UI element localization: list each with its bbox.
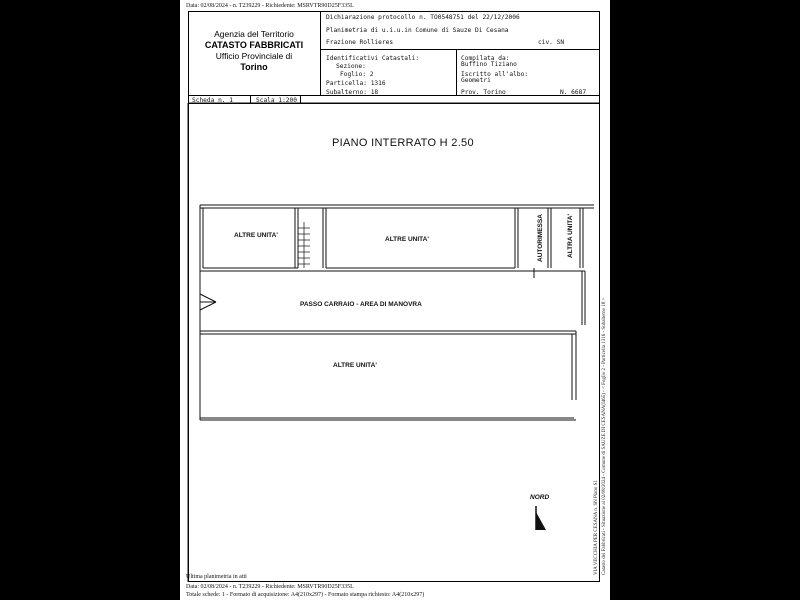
room-label-altre-unita-bottom: ALTRE UNITA' [333,362,377,369]
frazione-line: Frazione Rollieres [326,39,394,46]
compiler-name: Buffino Tiziano [461,61,517,68]
identifiers-title: Identificativi Catastali: [326,55,420,62]
foglio: Foglio: 2 [340,71,374,78]
plan-title: PIANO INTERRATO H 2.50 [332,137,474,149]
room-label-autorimessa: AUTORIMESSA [537,214,544,262]
side-address-line: VIA VECCHIA PER CESANA n. SN Piano S1 [594,480,599,575]
footer-request-line: Data: 02/08/2024 - n. T239229 - Richiedente: MSRVTR90D25F335L [186,584,354,590]
subalterno: Subalterno: 18 [326,89,379,96]
compiled-by-label: Compilata da: [461,55,510,62]
side-cadastral-line: Catasto dei Fabbricati - Situazione al 02/08/2024 - Comune di SAUZE DI CESANA(I465) - < Foglio 2 - Particella 1316 - Subalterno 18 > [602,297,607,575]
agency-name: Agenzia del Territorio [214,29,294,39]
room-label-altra-unita: ALTRA UNITA' [567,213,574,258]
register-value: Geometri [461,77,491,84]
scheda-number: Scheda n. 1 [192,97,233,104]
civic-number: civ. SN [538,39,565,46]
footer-last-plan: Ultima planimetria in atti [186,574,247,580]
particella: Particella: 1316 [326,80,386,87]
agency-office: Ufficio Provinciale di [215,51,293,61]
province: Prov. Torino [461,89,506,96]
north-label: NORD [530,494,550,501]
room-label-altre-unita-center: ALTRE UNITA' [385,236,429,243]
agency-catasto: CATASTO FABBRICATI [204,40,304,50]
footer-format-line: Totale schede: 1 - Formato di acquisizione: A4(210x297) - Formato stampa richiesto: A4(210x297) [186,592,425,598]
scale: Scala 1:200 [256,97,297,104]
planimetria-line: Planimetria di u.i.u.in Comune di Sauze Di Cesana [326,27,509,34]
floor-plan-drawing [180,0,610,600]
register-number: N. 6687 [560,89,587,96]
room-label-altre-unita-left: ALTRE UNITA' [234,232,278,239]
room-label-passo-carraio: PASSO CARRAIO - AREA DI MANOVRA [300,301,422,308]
sezione: Sezione: [336,63,366,70]
register-label: Iscritto all'albo: [461,71,529,78]
document-page [180,0,610,600]
agency-city: Torino [240,62,268,72]
header-request-line: Data: 02/08/2024 - n. T239229 - Richiedente: MSRVTR90D25F335L [186,3,354,9]
protocol-line: Dichiarazione protocollo n. TO0548751 del 22/12/2006 [326,14,520,21]
